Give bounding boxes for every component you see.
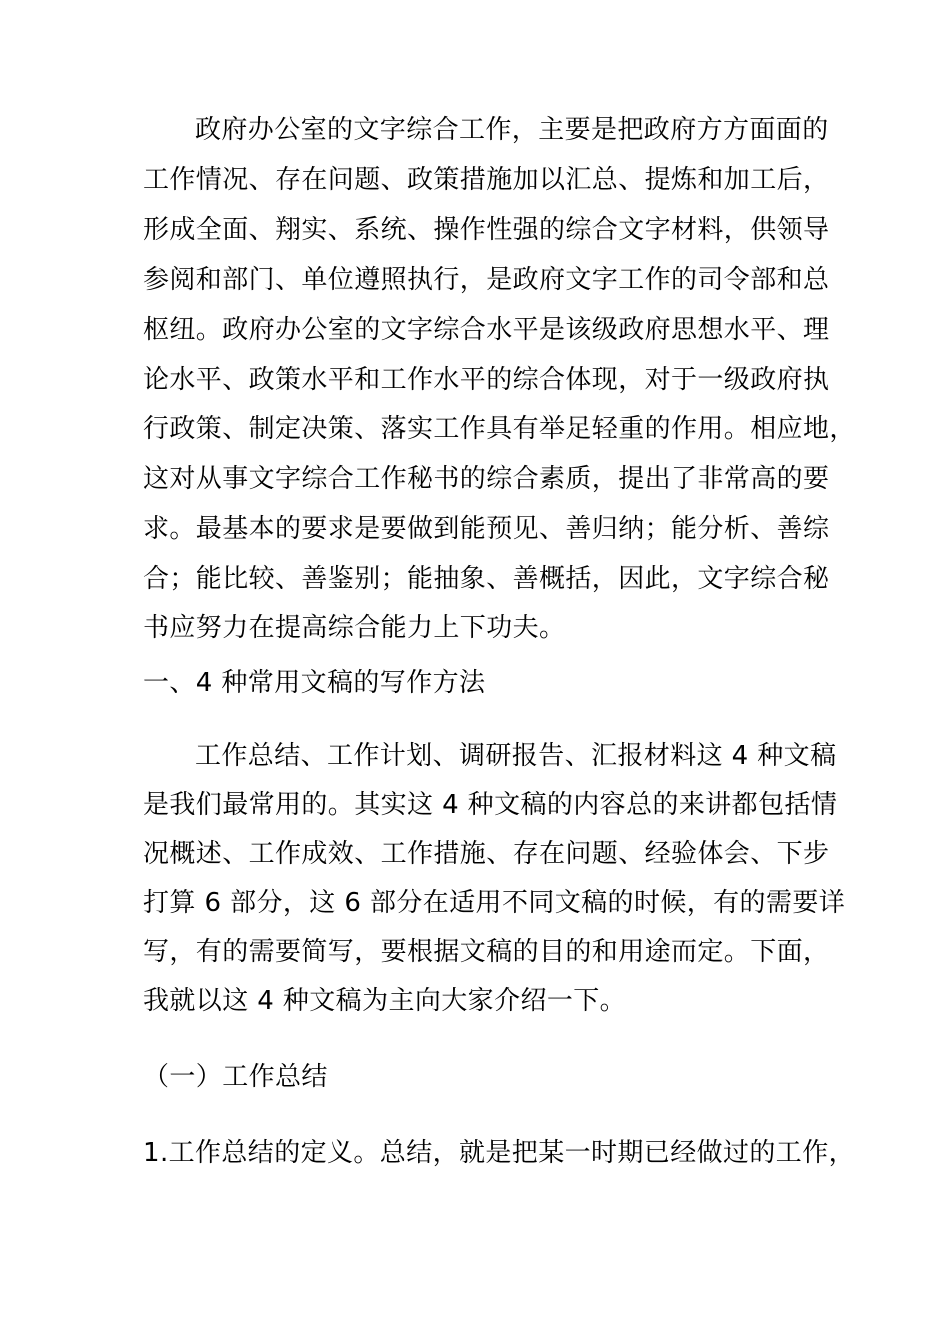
section-heading-2: （一）工作总结	[143, 1062, 328, 1092]
paragraph-2-line-1: 工作总结、工作计划、调研报告、汇报材料这 4 种文稿	[195, 741, 837, 771]
paragraph-1-line-11: 书应努力在提高综合能力上下功夫。	[143, 613, 566, 643]
paragraph-1-line-10: 合；能比较、善鉴别；能抽象、善概括，因此，文字综合秘	[143, 564, 830, 594]
paragraph-1-line-5: 枢纽。政府办公室的文字综合水平是该级政府思想水平、理	[143, 315, 830, 345]
paragraph-1-line-2: 工作情况、存在问题、政策措施加以汇总、提炼和加工后，	[143, 165, 830, 195]
paragraph-2-line-2: 是我们最常用的。其实这 4 种文稿的内容总的来讲都包括情	[143, 790, 838, 820]
paragraph-2-line-5: 写，有的需要简写，要根据文稿的目的和用途而定。下面，	[143, 937, 830, 967]
paragraph-2-line-6: 我就以这 4 种文稿为主向大家介绍一下。	[143, 986, 627, 1016]
paragraph-2-line-4: 打算 6 部分，这 6 部分在适用不同文稿的时候，有的需要详	[143, 888, 846, 918]
paragraph-1-line-4: 参阅和部门、单位遵照执行，是政府文字工作的司令部和总	[143, 265, 830, 295]
paragraph-1-line-1: 政府办公室的文字综合工作，主要是把政府方方面面的	[195, 115, 829, 145]
paragraph-2-line-3: 况概述、工作成效、工作措施、存在问题、经验体会、下步	[143, 839, 830, 869]
paragraph-1-line-8: 这对从事文字综合工作秘书的综合素质，提出了非常高的要	[143, 464, 830, 494]
paragraph-3-line-1: 1.工作总结的定义。总结，就是把某一时期已经做过的工作，	[143, 1138, 856, 1168]
section-heading-1: 一、4 种常用文稿的写作方法	[143, 668, 486, 698]
paragraph-1-line-3: 形成全面、翔实、系统、操作性强的综合文字材料，供领导	[143, 215, 830, 245]
paragraph-1-line-9: 求。最基本的要求是要做到能预见、善归纳；能分析、善综	[143, 514, 830, 544]
paragraph-1-line-6: 论水平、政策水平和工作水平的综合体现，对于一级政府执	[143, 365, 830, 395]
paragraph-1-line-7: 行政策、制定决策、落实工作具有举足轻重的作用。相应地，	[143, 414, 856, 444]
